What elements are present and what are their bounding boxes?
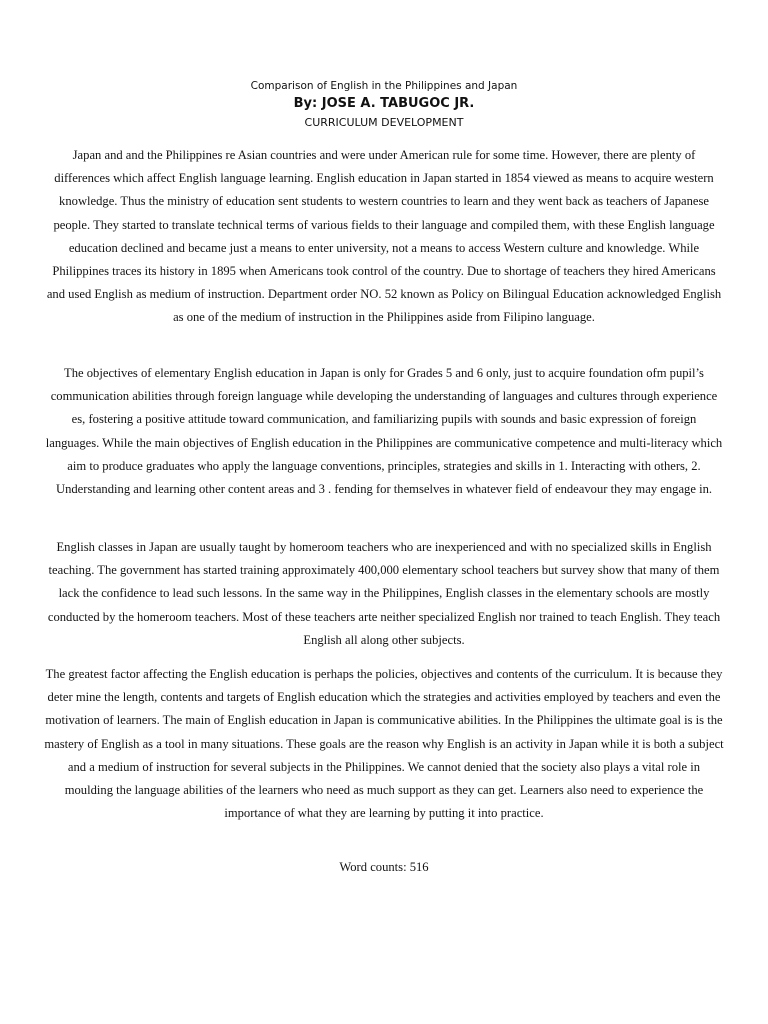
document-author: By: JOSE A. TABUGOC JR. xyxy=(293,96,475,111)
document-subtitle: CURRICULUM DEVELOPMENT xyxy=(304,116,464,129)
word-count: Word counts: 516 xyxy=(339,860,429,874)
document-title: Comparison of English in the Philippines and Japan xyxy=(250,80,518,92)
paragraph-objectives: The objectives of elementary English education in Japan is only for Grades 5 and 6 only, just to acquire foundation ofm pupil’s communication abilities through foreign language while developing the understanding of languages and cultures through experience es, fostering a positive attitude toward communication, and familiarizing pupils with sounds and basic expression of foreign languages. While the main objectives of English education in the Philippines are communicative competence and multi-literacy which aim to produce graduates who apply the language conventions, principles, strategies and skills in 1. Interacting with others, 2. Understanding and learning other content areas and 3 . fending for themselves in whatever field of endeavour they may engage in. xyxy=(45,366,723,497)
paragraph-history: Japan and and the Philippines re Asian countries and were under American rule for some time. However, there are plenty of differences which affect English language learning. English education in Japan started in 1854 viewed as means to acquire western knowledge. Thus the ministry of education sent students to western countries to learn and they went back as teachers of Japanese people. They started to translate technical terms of various fields to their language and compiled them, with these English language education declined and became just a means to enter university, not a means to access Western culture and knowledge. While Philippines traces its history in 1895 when Americans took control of the country. Due to shortage of teachers they hired Americans and used English as medium of instruction. Department order NO. 52 known as Policy on Bilingual Education acknowledged English as one of the medium of instruction in the Philippines aside from Filipino language. xyxy=(46,148,722,325)
paragraph-curriculum: The greatest factor affecting the English education is perhaps the policies, objectives and contents of the curriculum. It is because they deter mine the length, contents and targets of English education which the strategies and activities employed by teachers and even the motivation of learners. The main of English education in Japan is communicative abilities. In the Philippines the ultimate goal is is the mastery of English as a tool in many situations. These goals are the reason why English is an activity in Japan while it is both a subject and a medium of instruction for several subjects in the Philippines. We cannot denied that the society also plays a vital role in moulding the language abilities of the learners who need as much support as they can get. Learners also need to experience the importance of what they are learning by putting it into practice. xyxy=(44,667,724,821)
paragraph-teachers: English classes in Japan are usually taught by homeroom teachers who are inexperienced and with no specialized skills in English teaching. The government has started training approximately 400,000 elementary school teachers but survey show that many of them lack the confidence to lead such lessons. In the same way in the Philippines, English classes in the elementary schools are mostly conducted by the homeroom teachers. Most of these teachers arte neither specialized English nor trained to teach English. They teach English all along other subjects. xyxy=(47,540,721,647)
